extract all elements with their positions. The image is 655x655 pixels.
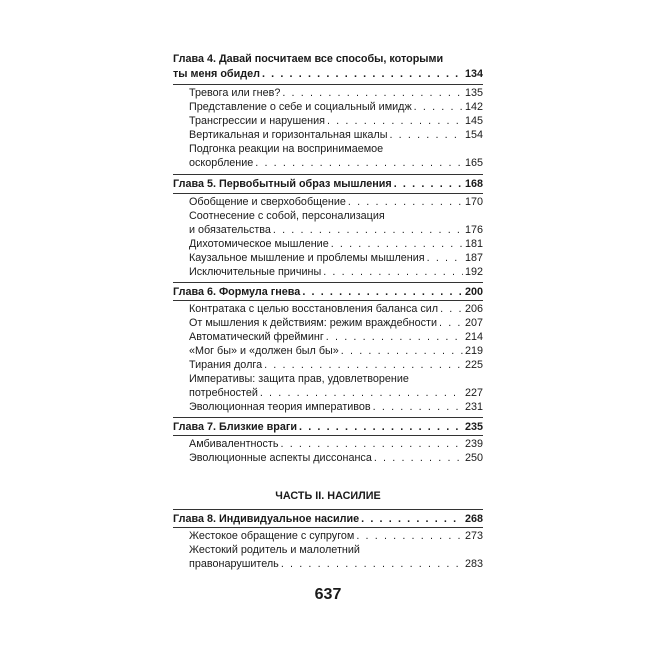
dot-leader — [361, 512, 463, 526]
entry-title: Каузальное мышление и проблемы мышления — [189, 252, 425, 264]
dot-leader — [264, 358, 463, 372]
entry-title: Обобщение и сверхобобщение — [189, 196, 346, 208]
toc-entry — [189, 100, 483, 114]
toc-entry — [189, 114, 483, 128]
dot-leader — [326, 330, 463, 344]
chapter-7-page: 235 — [464, 421, 483, 433]
dot-leader — [299, 420, 463, 434]
entry-title-line1: Императивы: защита прав, удовлетворение — [189, 373, 409, 385]
entry-title-line1: Соотнесение с собой, персонализация — [189, 210, 385, 222]
chapter-4-title-line2: ты меня обидел — [173, 68, 260, 80]
dot-leader — [302, 285, 463, 299]
entry-page: 225 — [464, 359, 483, 371]
entry-title: Тирания долга — [189, 359, 263, 371]
entry-title: «Мог бы» и «должен был бы» — [189, 345, 339, 357]
entry-page: 192 — [464, 266, 483, 278]
chapter-8-heading — [173, 512, 483, 526]
entry-page: 181 — [464, 238, 483, 250]
entry-page: 170 — [464, 196, 483, 208]
toc-entry — [189, 316, 483, 330]
entry-title: Дихотомическое мышление — [189, 238, 329, 250]
dot-leader — [373, 400, 463, 414]
chapter-6-rule-top — [173, 282, 483, 283]
entry-page: 219 — [464, 345, 483, 357]
part-heading: ЧАСТЬ II. НАСИЛИЕ — [275, 490, 381, 502]
toc-entry — [189, 237, 483, 251]
dot-leader — [439, 316, 463, 330]
entry-page: 231 — [464, 401, 483, 413]
page-number: 637 — [314, 586, 342, 603]
chapter-5-heading — [173, 177, 483, 191]
toc-entry — [189, 128, 483, 142]
toc-entry — [189, 330, 483, 344]
entry-title: Амбивалентность — [189, 438, 279, 450]
entry-page: 135 — [464, 87, 483, 99]
chapter-7-heading — [173, 420, 483, 434]
toc-entry-line1 — [189, 142, 483, 156]
entry-page: 145 — [464, 115, 483, 127]
toc-entry-line2 — [189, 386, 483, 400]
chapter-4-rule — [173, 84, 483, 85]
dot-leader — [327, 114, 463, 128]
chapter-6-page: 200 — [464, 286, 483, 298]
entry-page: 207 — [464, 317, 483, 329]
entry-page: 154 — [464, 129, 483, 141]
entry-page: 283 — [464, 558, 483, 570]
entry-title: Эволюционные аспекты диссонанса — [189, 452, 372, 464]
dot-leader — [356, 529, 463, 543]
entry-title: Автоматический фрейминг — [189, 331, 324, 343]
toc-entry-line2 — [189, 223, 483, 237]
entry-page: 176 — [464, 224, 483, 236]
chapter-7-rule-top — [173, 417, 483, 418]
dot-leader — [374, 451, 463, 465]
entry-title: Исключительные причины — [189, 266, 322, 278]
entry-page: 239 — [464, 438, 483, 450]
chapter-6-heading — [173, 285, 483, 299]
chapter-4-page: 134 — [464, 68, 483, 80]
toc-entry — [189, 195, 483, 209]
entry-page: 165 — [464, 157, 483, 169]
entry-title: Жестокое обращение с супругом — [189, 530, 355, 542]
entry-title: Представление о себе и социальный имидж — [189, 101, 412, 113]
dot-leader — [255, 156, 463, 170]
chapter-7-title: Глава 7. Близкие враги — [173, 421, 297, 433]
toc-entry-line1 — [189, 543, 483, 557]
toc-entry-line1 — [189, 209, 483, 223]
chapter-6-title: Глава 6. Формула гнева — [173, 286, 301, 298]
dot-leader — [341, 344, 463, 358]
toc-entry — [189, 344, 483, 358]
dot-leader — [394, 177, 463, 191]
chapter-8-rule — [173, 527, 483, 528]
toc-entry — [189, 529, 483, 543]
toc-entry — [189, 86, 483, 100]
dot-leader — [281, 437, 463, 451]
toc-entry — [189, 400, 483, 414]
entry-title-line2: правонарушитель — [189, 558, 279, 570]
chapter-8-page: 268 — [464, 513, 483, 525]
toc-entry-line2 — [189, 557, 483, 571]
dot-leader — [427, 251, 463, 265]
entry-page: 206 — [464, 303, 483, 315]
chapter-4-heading-line1 — [173, 52, 483, 66]
toc-entry-line1 — [189, 372, 483, 386]
entry-page: 273 — [464, 530, 483, 542]
dot-leader — [331, 237, 463, 251]
entry-title: Вертикальная и горизонтальная шкалы — [189, 129, 388, 141]
chapter-5-title: Глава 5. Первобытный образ мышления — [173, 178, 392, 190]
toc-entry — [189, 358, 483, 372]
dot-leader — [414, 100, 463, 114]
chapter-6-rule — [173, 300, 483, 301]
toc-entry — [189, 302, 483, 316]
entry-title: Эволюционная теория императивов — [189, 401, 371, 413]
dot-leader — [440, 302, 463, 316]
entry-page: 250 — [464, 452, 483, 464]
dot-leader — [389, 128, 463, 142]
entry-title-line1: Жестокий родитель и малолетний — [189, 544, 360, 556]
dot-leader — [348, 195, 463, 209]
entry-title-line1: Подгонка реакции на воспринимаемое — [189, 143, 384, 155]
toc-entry — [189, 265, 483, 279]
dot-leader — [262, 67, 463, 81]
entry-title: Тревога или гнев? — [189, 87, 281, 99]
entry-title: Контратака с целью восстановления баланса сил — [189, 303, 439, 315]
chapter-4-heading-line2 — [173, 67, 483, 81]
dot-leader — [273, 223, 463, 237]
entry-title-line2: потребностей — [189, 387, 258, 399]
toc-entry — [189, 251, 483, 265]
dot-leader — [260, 386, 463, 400]
chapter-5-rule-top — [173, 174, 483, 175]
entry-title: Трансгрессии и нарушения — [189, 115, 325, 127]
entry-title-line2: оскорбление — [189, 157, 254, 169]
toc-entry — [189, 437, 483, 451]
entry-page: 187 — [464, 252, 483, 264]
toc-entry-line2 — [189, 156, 483, 170]
chapter-4-title-line1: Глава 4. Давай посчитаем все способы, которыми — [173, 53, 444, 65]
entry-title: От мышления к действиям: режим враждебности — [189, 317, 438, 329]
toc-entry — [189, 451, 483, 465]
dot-leader — [282, 86, 463, 100]
dot-leader — [281, 557, 463, 571]
dot-leader — [323, 265, 463, 279]
chapter-7-rule — [173, 435, 483, 436]
entry-page: 142 — [464, 101, 483, 113]
chapter-5-rule — [173, 193, 483, 194]
entry-page: 214 — [464, 331, 483, 343]
entry-title-line2: и обязательства — [189, 224, 271, 236]
chapter-8-rule-top — [173, 509, 483, 510]
entry-page: 227 — [464, 387, 483, 399]
chapter-8-title: Глава 8. Индивидуальное насилие — [173, 513, 360, 525]
chapter-5-page: 168 — [464, 178, 483, 190]
